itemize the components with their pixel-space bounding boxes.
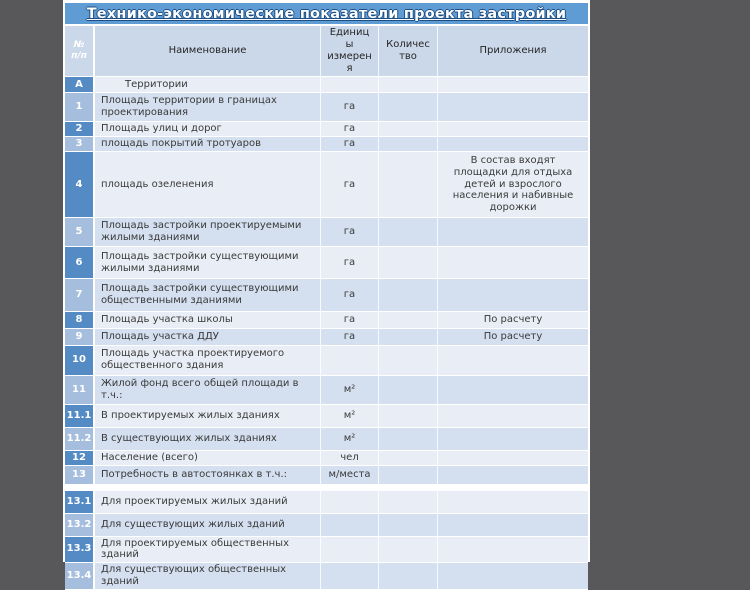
table-row: [65, 137, 588, 152]
table-header-row: [65, 26, 588, 77]
slide-title: Технико-экономические показатели проекта застройки: [86, 5, 567, 22]
appendix-cell: [437, 405, 588, 427]
name-cell: В существующих жилых зданиях: [101, 432, 277, 444]
table-row: [65, 563, 588, 590]
quantity-cell: [378, 376, 437, 404]
slide: [63, 0, 590, 587]
unit-cell: м²: [320, 376, 378, 404]
appendix-cell: По расчету: [437, 312, 588, 328]
appendix-cell: [437, 466, 588, 484]
quantity-cell: [378, 466, 437, 484]
table-row: [65, 122, 588, 137]
quantity-cell: [378, 514, 437, 536]
appendix-cell: [437, 218, 588, 246]
name-cell: Для существующих жилых зданий: [101, 518, 285, 530]
table-row: [65, 451, 588, 466]
row-number-cell: 13.1: [65, 491, 95, 513]
quantity-cell: [378, 537, 437, 563]
appendix-cell: [437, 451, 588, 465]
row-number-cell: 2: [65, 122, 95, 136]
table-row: [65, 376, 588, 405]
unit-cell: га: [320, 247, 378, 278]
unit-cell: га: [320, 312, 378, 328]
appendix-cell: [437, 376, 588, 404]
name-cell: Жилой фонд всего общей площади в т.ч.:: [101, 377, 299, 401]
row-number-cell: 7: [65, 279, 95, 311]
appendix-cell: [437, 428, 588, 450]
appendix-cell: [437, 514, 588, 536]
slide-title-bar: [65, 3, 588, 24]
unit-cell: [320, 563, 378, 589]
appendix-cell: [437, 122, 588, 136]
name-cell: Потребность в автостоянках в т.ч.:: [101, 468, 288, 480]
unit-cell: [320, 514, 378, 536]
header-cell-quantity: Количество: [378, 26, 437, 76]
quantity-cell: [378, 491, 437, 513]
unit-cell: [320, 346, 378, 375]
name-cell: Для существующих общественных зданий: [101, 564, 287, 587]
name-cell: Площадь улиц и дорог: [101, 123, 222, 135]
table-row: [65, 77, 588, 93]
name-cell: площадь покрытий тротуаров: [101, 138, 262, 150]
table-row: [65, 537, 588, 564]
row-number-cell: 10: [65, 346, 95, 375]
unit-cell: га: [320, 218, 378, 246]
name-cell: Площадь участка школы: [101, 314, 233, 325]
unit-cell: чел: [320, 451, 378, 465]
row-number-cell: А: [65, 77, 95, 92]
appendix-cell: [437, 247, 588, 278]
unit-cell: га: [320, 329, 378, 345]
unit-cell: га: [320, 137, 378, 151]
quantity-cell: [378, 93, 437, 121]
row-number-cell: 6: [65, 247, 95, 278]
appendix-cell: [437, 346, 588, 375]
table-row: [65, 428, 588, 451]
table-row: [65, 491, 588, 514]
table-row: [65, 279, 588, 312]
quantity-cell: [378, 218, 437, 246]
appendix-cell: [437, 93, 588, 121]
unit-cell: м/места: [320, 466, 378, 484]
appendix-cell: В состав входят площадки для отдыха детей и взрослого населения и набивные дорожки: [437, 152, 588, 217]
unit-cell: м²: [320, 405, 378, 427]
quantity-cell: [378, 329, 437, 345]
name-cell: Для проектируемых жилых зданий: [101, 495, 288, 507]
row-number-cell: 11.2: [65, 428, 95, 450]
table-row: [65, 329, 588, 346]
table-row: [65, 346, 588, 376]
name-cell: Площадь застройки существующими жилыми зданиями: [101, 250, 299, 274]
appendix-cell: [437, 137, 588, 151]
unit-cell: [320, 491, 378, 513]
quantity-cell: [378, 346, 437, 375]
quantity-cell: [378, 247, 437, 278]
unit-cell: га: [320, 93, 378, 121]
quantity-cell: [378, 312, 437, 328]
row-number-cell: 4: [65, 152, 95, 217]
unit-cell: [320, 537, 378, 563]
name-cell: Площадь территории в границах проектирования: [101, 95, 277, 118]
name-cell: Территории: [125, 78, 188, 90]
row-number-cell: 3: [65, 137, 95, 151]
row-number-cell: 8: [65, 312, 95, 328]
name-cell: площадь озеленения: [101, 178, 214, 190]
header-cell-name: Наименование: [168, 45, 247, 57]
quantity-cell: [378, 77, 437, 92]
appendix-cell: [437, 491, 588, 513]
table-row: [65, 312, 588, 329]
row-number-cell: 13: [65, 466, 95, 484]
quantity-cell: [378, 563, 437, 589]
quantity-cell: [378, 405, 437, 427]
appendix-cell: [437, 77, 588, 92]
table-row: [65, 218, 588, 247]
row-number-cell: 5: [65, 218, 95, 246]
unit-cell: м²: [320, 428, 378, 450]
name-cell: Площадь участка ДДУ: [101, 330, 219, 342]
quantity-cell: [378, 137, 437, 151]
quantity-cell: [378, 122, 437, 136]
row-number-cell: 9: [65, 329, 95, 345]
appendix-cell: [437, 537, 588, 563]
row-number-cell: 13.2: [65, 514, 95, 536]
quantity-cell: [378, 451, 437, 465]
appendix-cell: [437, 279, 588, 311]
row-number-cell: 13.4: [65, 563, 95, 589]
table-row: [65, 247, 588, 279]
unit-cell: [320, 77, 378, 92]
row-number-cell: 13.3: [65, 537, 95, 563]
name-cell: В проектируемых жилых зданиях: [101, 409, 280, 421]
header-cell-units: Единицы измереня: [320, 26, 378, 76]
unit-cell: га: [320, 122, 378, 136]
table-row: [65, 152, 588, 218]
header-cell-appendices: Приложения: [437, 26, 588, 76]
table-row: [65, 93, 588, 122]
quantity-cell: [378, 152, 437, 217]
row-number-cell: 11: [65, 376, 95, 404]
header-cell-number: № п/п: [65, 26, 95, 76]
row-number-cell: 11.1: [65, 405, 95, 427]
unit-cell: га: [320, 152, 378, 217]
name-cell: Для проектируемых общественных зданий: [101, 537, 289, 561]
appendix-cell: По расчету: [437, 329, 588, 345]
table-row: [65, 466, 588, 485]
row-number-cell: 1: [65, 93, 95, 121]
indicators-table: [65, 26, 588, 590]
unit-cell: га: [320, 279, 378, 311]
quantity-cell: [378, 279, 437, 311]
table-row: [65, 405, 588, 428]
table-row: [65, 514, 588, 537]
quantity-cell: [378, 428, 437, 450]
name-cell: Площадь застройки проектируемыми жилыми зданиями: [101, 220, 302, 243]
name-cell: Площадь застройки существующими общественными зданиями: [101, 283, 299, 306]
name-cell: Площадь участка проектируемого общественного здания: [101, 348, 285, 372]
appendix-cell: [437, 563, 588, 589]
table-body: [65, 77, 588, 590]
row-number-cell: 12: [65, 451, 95, 465]
name-cell: Население (всего): [101, 451, 198, 463]
